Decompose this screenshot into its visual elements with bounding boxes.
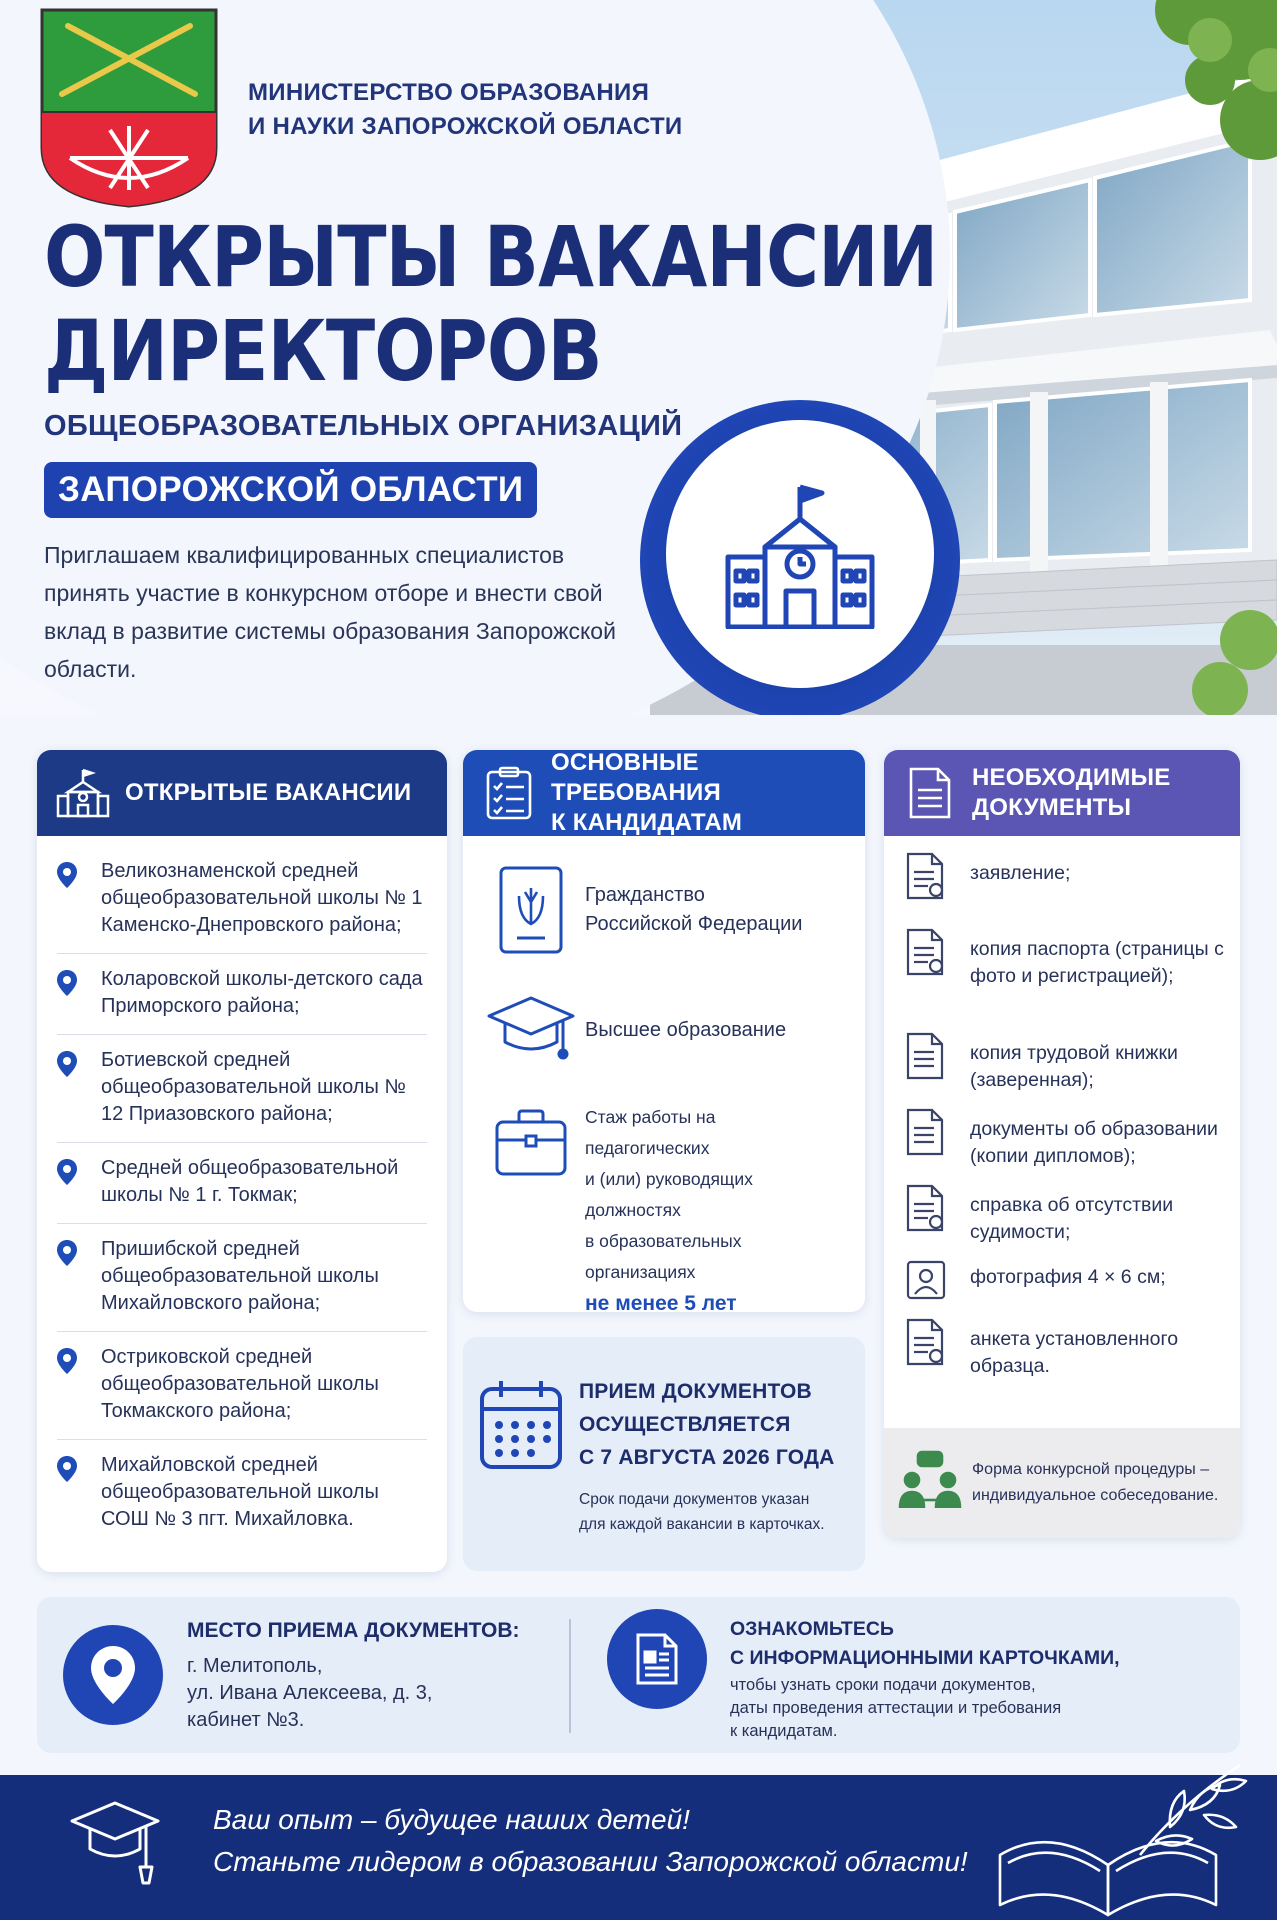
document-item: [884, 1260, 1240, 1318]
page-subtitle: ОБЩЕОБРАЗОВАТЕЛЬНЫХ ОРГАНИЗАЦИЙ: [44, 410, 683, 442]
citizenship-line-2: Российской Федерации: [585, 913, 803, 935]
interview-note: [884, 1428, 1240, 1538]
requirements-card: [463, 750, 865, 1312]
map-pin-icon: [57, 858, 101, 939]
vacancy-text: Великознаменской средней общеобразовательной школы № 1 Каменско-Днепровского района;: [101, 860, 423, 936]
map-pin-icon: [57, 966, 101, 1020]
place-title: МЕСТО ПРИЕМА ДОКУМЕНТОВ:: [187, 1619, 520, 1642]
list-item: [57, 1332, 427, 1440]
document-item: [884, 1318, 1240, 1394]
footer: [0, 1775, 1277, 1920]
vacancy-text: Остриковской средней общеобразовательной школы Токмакского района;: [101, 1346, 379, 1422]
acceptance-title-line-1: ПРИЕМ ДОКУМЕНТОВ: [579, 1380, 812, 1403]
graduation-cap-icon: [485, 994, 577, 1066]
list-item: [57, 1440, 427, 1547]
school-building-icon: [666, 420, 934, 688]
experience-text: [585, 1102, 843, 1312]
document-item: [884, 852, 1240, 928]
map-pin-icon: [57, 1155, 101, 1209]
photo-portrait-icon: [906, 1260, 970, 1305]
acceptance-title-line-2: ОСУЩЕСТВЛЯЕТСЯ: [579, 1413, 791, 1436]
place-street: ул. Ивана Алексеева, д. 3,: [187, 1682, 433, 1704]
graduation-cap-icon: [70, 1797, 160, 1894]
list-item: [57, 846, 427, 954]
document-text: копия трудовой книжки (заверенная);: [970, 1042, 1178, 1091]
info-cards-text: [730, 1674, 1061, 1743]
vacancies-title: ОТКРЫТЫЕ ВАКАНСИИ: [125, 779, 412, 806]
calendar-icon: [479, 1379, 563, 1476]
document-item: [884, 1184, 1240, 1260]
region-badge: ЗАПОРОЖСКОЙ ОБЛАСТИ: [44, 462, 537, 518]
acceptance-title: [579, 1375, 835, 1474]
documents-title-line-2: ДОКУМЕНТЫ: [972, 794, 1132, 821]
list-item: [57, 1143, 427, 1224]
list-item: [57, 954, 427, 1035]
info-cards-line-2: даты проведения аттестации и требования: [730, 1699, 1062, 1717]
document-text: фотография 4 × 6 см;: [970, 1266, 1166, 1288]
requirements-header: [463, 750, 865, 836]
map-pin-icon: [57, 1344, 101, 1425]
ministry-line-1: МИНИСТЕРСТВО ОБРАЗОВАНИЯ: [248, 79, 650, 106]
documents-card: [884, 750, 1240, 1538]
passport-emblem-icon: [485, 866, 577, 954]
requirements-title-line-1: ОСНОВНЫЕ ТРЕБОВАНИЯ: [551, 750, 721, 806]
requirement-experience: [463, 1102, 865, 1312]
experience-minimum: не менее 5 лет: [585, 1292, 737, 1312]
info-cards-title-line-1: ОЗНАКОМЬТЕСЬ: [730, 1618, 894, 1640]
vacancy-text: Коларовской школы-детского сада Приморского района;: [101, 968, 423, 1017]
place-city: г. Мелитополь,: [187, 1655, 323, 1677]
document-text: справка об отсутствии судимости;: [970, 1194, 1174, 1243]
document-text: анкета установленного образца.: [970, 1328, 1179, 1377]
interview-note-text: Форма конкурсной процедуры – индивидуальное собеседование.: [972, 1461, 1219, 1504]
experience-line-2: и (или) руководящих должностях: [585, 1169, 753, 1220]
citizenship-line-1: Гражданство: [585, 884, 705, 906]
experience-line-3: в образовательных организациях: [585, 1231, 742, 1282]
document-text: документы об образовании (копии дипломов);: [970, 1118, 1218, 1167]
acceptance-card: [463, 1337, 865, 1571]
vacancies-header: [37, 750, 447, 836]
vacancy-text: Михайловской средней общеобразовательной школы СОШ № 3 пгт. Михайловка.: [101, 1454, 379, 1530]
education-text: Высшее образование: [585, 1018, 787, 1041]
citizenship-text: [585, 881, 802, 939]
interview-icon: [898, 1450, 962, 1517]
location-pin-icon: [63, 1625, 163, 1725]
footer-slogan: [213, 1799, 968, 1883]
coat-of-arms-icon: [40, 8, 218, 208]
document-item: [884, 928, 1240, 1032]
documents-title-line-1: НЕОБХОДИМЫЕ: [972, 764, 1171, 791]
footer-slogan-line-1: Ваш опыт – будущее наших детей!: [213, 1804, 690, 1835]
vacancy-text: Ботиевской средней общеобразовательной школы № 12 Приазовского района;: [101, 1049, 406, 1125]
vacancy-text: Средней общеобразовательной школы № 1 г. Токмак;: [101, 1157, 399, 1206]
document-icon: [906, 1184, 970, 1237]
ministry-line-2: И НАУКИ ЗАПОРОЖСКОЙ ОБЛАСТИ: [248, 113, 683, 140]
document-icon: [902, 765, 958, 821]
briefcase-icon: [485, 1102, 577, 1178]
documents-title: [972, 763, 1170, 823]
experience-line-1: Стаж работы на педагогических: [585, 1107, 716, 1158]
checklist-icon: [481, 765, 537, 821]
info-divider: [569, 1619, 571, 1733]
document-icon: [906, 928, 970, 981]
page-title: [44, 210, 937, 398]
requirement-education: [463, 994, 865, 1066]
acceptance-date: С 7 АВГУСТА 2026 ГОДА: [579, 1446, 835, 1469]
map-pin-icon: [57, 1452, 101, 1533]
open-book-icon: [990, 1755, 1260, 1920]
info-bar: [37, 1597, 1240, 1753]
list-item: [57, 1224, 427, 1332]
list-item: [57, 1035, 427, 1143]
document-icon: [906, 852, 970, 905]
acceptance-note-line-1: Срок подачи документов указан: [579, 1491, 810, 1508]
acceptance-note-line-2: для каждой вакансии в карточках.: [579, 1516, 825, 1533]
document-text: заявление;: [970, 862, 1071, 884]
requirements-title-line-2: К КАНДИДАТАМ: [551, 809, 743, 836]
vacancies-card: [37, 750, 447, 1572]
requirement-citizenship: [463, 866, 865, 954]
document-icon: [906, 1318, 970, 1371]
info-cards-title-line-2: С ИНФОРМАЦИОННЫМИ КАРТОЧКАМИ,: [730, 1647, 1120, 1669]
vacancies-list: [37, 836, 447, 1547]
place-room: кабинет №3.: [187, 1709, 305, 1731]
map-pin-icon: [57, 1236, 101, 1317]
info-card-icon: [607, 1609, 707, 1709]
ministry-name: [248, 76, 682, 144]
vacancy-text: Пришибской средней общеобразовательной школы Михайловского района;: [101, 1238, 379, 1314]
page-title-line-1: ОТКРЫТЫ ВАКАНСИИ: [44, 208, 938, 306]
info-cards-line-3: к кандидатам.: [730, 1722, 838, 1740]
acceptance-note: [579, 1487, 825, 1537]
document-icon: [906, 1032, 970, 1085]
school-small-icon: [55, 765, 111, 821]
document-icon: [906, 1108, 970, 1161]
document-item: [884, 1032, 1240, 1108]
place-address: [187, 1653, 432, 1734]
document-item: [884, 1108, 1240, 1184]
info-cards-title: [730, 1615, 1120, 1673]
requirements-title: [551, 750, 847, 838]
footer-slogan-line-2: Станьте лидером в образовании Запорожской области!: [213, 1846, 968, 1877]
intro-text: Приглашаем квалифицированных специалистов принять участие в конкурсном отборе и внести свой вклад в развитие системы образования Запорожской области.: [44, 542, 616, 682]
hero-section: [0, 0, 1277, 715]
info-cards-line-1: чтобы узнать сроки подачи документов,: [730, 1676, 1036, 1694]
documents-header: [884, 750, 1240, 836]
page-title-line-2: ДИРЕКТОРОВ: [44, 302, 602, 400]
map-pin-icon: [57, 1047, 101, 1128]
document-text: копия паспорта (страницы с фото и регистрацией);: [970, 938, 1224, 987]
